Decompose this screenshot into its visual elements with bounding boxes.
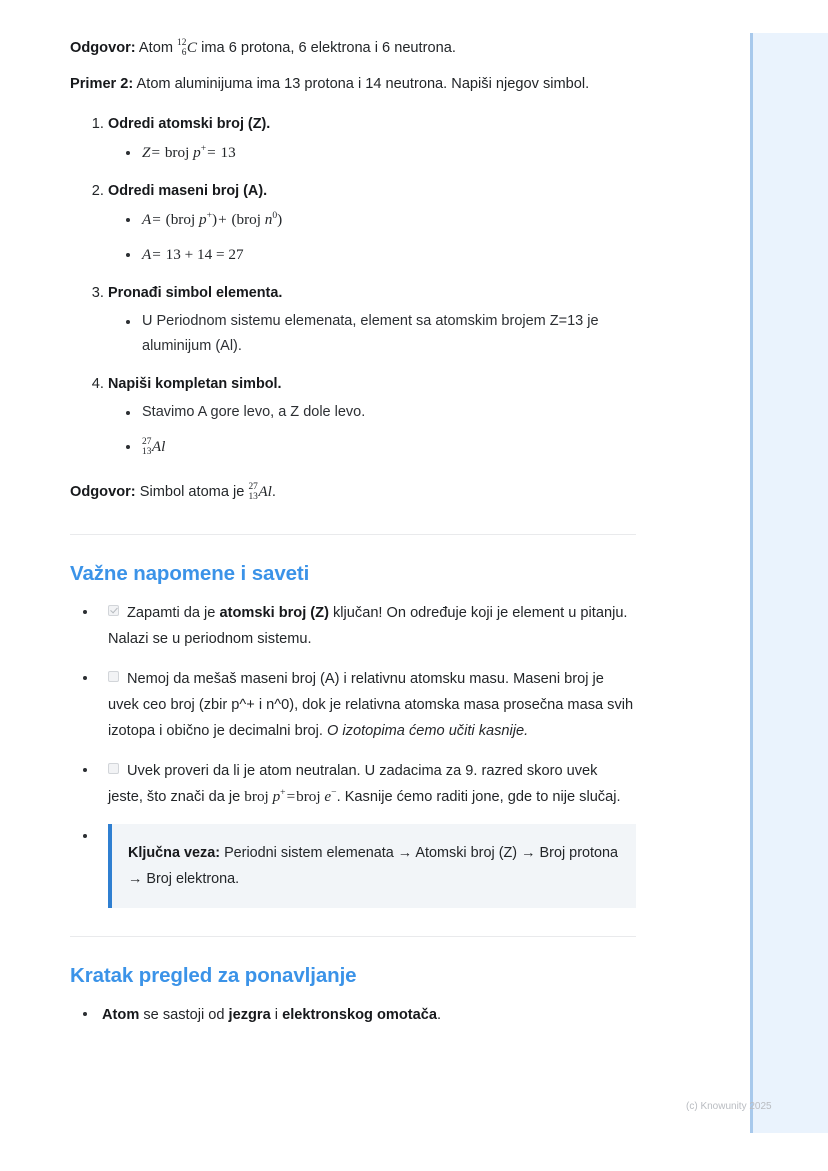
math-var: A (142, 246, 152, 263)
math-eq2: = (207, 144, 216, 161)
section-divider (70, 534, 636, 535)
tip-item (80, 600, 636, 652)
math-word: broj (164, 144, 190, 161)
callout-text: Periodni sistem elemenata → Atomski broj (Z) → Broj protona → Broj elektrona. (128, 845, 618, 887)
tip-text-segment: Nemoj da mešaš maseni broj (A) i relativnu atomsku masu. Maseni broj je uvek ceo broj (zbir p^+ i n^0), dok je relativna atomska masa prosečna masa svih izotopa i obično je decimalni broj. (108, 671, 634, 739)
section-divider (70, 936, 636, 937)
example-label: Primer 2: (70, 76, 134, 92)
tip-item (80, 758, 636, 810)
summary-item (80, 1002, 636, 1028)
tip-text-segment: ključan! On određuje koji je element u pitanju. Nalazi se u periodnom sistemu. (108, 605, 628, 647)
step-title: Odredi atomski broj (Z). (108, 116, 271, 132)
tips-section-heading: Važne napomene i saveti (70, 562, 310, 585)
math-plus: + (218, 211, 227, 228)
answer-label: Odgovor: (70, 40, 136, 56)
summary-text-segment: i (270, 1007, 283, 1023)
step-sub-list (108, 207, 636, 268)
sub-item: Stavimo A gore levo, a Z dole levo. (126, 400, 636, 425)
callout-label: Ključna veza: (128, 845, 221, 861)
math-symbol2: n (264, 211, 273, 228)
nuclide-symbol: Al (258, 483, 272, 500)
tip-item-callout (80, 824, 636, 908)
steps-list (70, 112, 636, 460)
summary-text-bold: elektronskog omotača (282, 1007, 437, 1023)
example-paragraph-2 (70, 71, 636, 98)
checkbox-checked-icon[interactable] (108, 605, 119, 616)
nuclide-atomic: 13 (142, 447, 152, 457)
math-word: broj (244, 788, 269, 805)
math-a-definition (142, 211, 282, 228)
math-eq: = (152, 246, 161, 263)
math-var: Z (142, 144, 151, 161)
sub-item (126, 434, 636, 460)
nuclide-aluminium (142, 438, 165, 455)
math-eq: = (152, 211, 161, 228)
tip-text-bold: atomski broj (Z) (219, 605, 329, 621)
checkbox-unchecked-icon[interactable] (108, 671, 119, 682)
step-item-2 (108, 179, 636, 268)
step-sub-list (108, 309, 636, 359)
answer-text-after: . (271, 484, 276, 500)
math-close: ) (212, 211, 218, 228)
math-z-equation (142, 144, 236, 161)
math-electron-count (296, 788, 336, 805)
answer-paragraph-2 (70, 478, 636, 506)
tip-item (80, 666, 636, 744)
sub-item (126, 242, 636, 268)
summary-text-segment: se sastoji od (139, 1007, 229, 1023)
math-a-calculation (142, 246, 244, 263)
math-symbol: p (193, 144, 201, 161)
callout-paragraph (128, 840, 618, 892)
math-symbol: e (324, 788, 332, 805)
math-superscript: + (280, 786, 286, 798)
tip-text-segment: . Kasnije ćemo raditi jone, gde to nije slučaj. (336, 789, 621, 805)
math-close2: ) (277, 211, 283, 228)
step-sub-list (108, 140, 636, 166)
math-open: (broj (165, 211, 196, 228)
right-side-panel (750, 33, 828, 1133)
answer-text-after: ima 6 protona, 6 elektrona i 6 neutrona. (201, 40, 456, 56)
answer-paragraph-1 (70, 34, 636, 62)
summary-section-heading: Kratak pregled za ponavljanje (70, 964, 357, 987)
tip-text-italic: O izotopima ćemo učiti kasnije. (327, 723, 529, 739)
tip-text-segment: Uvek proveri da li je atom neutralan. U zadacima za 9. razred skoro uvek jeste, što znači da je (108, 763, 598, 805)
math-symbol: p (198, 211, 207, 228)
math-superscript: − (331, 786, 337, 798)
nuclide-carbon (177, 39, 197, 56)
math-var: A (142, 211, 152, 228)
tip-text-segment: Zapamti da je (127, 605, 220, 621)
step-title: Pronađi simbol elementa. (108, 285, 283, 301)
summary-text-bold: jezgra (228, 1007, 271, 1023)
checkbox-unchecked-icon[interactable] (108, 763, 119, 774)
step-item-4 (108, 372, 636, 460)
answer-text-before: Simbol atoma je (139, 484, 245, 500)
nuclide-mass: 27 (142, 437, 152, 448)
copyright-watermark: (c) Knowunity 2025 (686, 1101, 772, 1112)
math-value: 13 + 14 = 27 (165, 246, 244, 263)
answer-text-before: Atom (138, 40, 173, 56)
step-title: Odredi maseni broj (A). (108, 183, 268, 199)
step-item-3 (108, 281, 636, 359)
step-title: Napiši kompletan simbol. (108, 376, 282, 392)
nuclide-atomic: 13 (248, 492, 258, 502)
example-text: Atom aluminijuma ima 13 protona i 14 neutrona. Napiši njegov simbol. (136, 76, 590, 92)
math-eq: = (286, 788, 296, 805)
sub-item: U Periodnom sistemu elemenata, element sa atomskim brojem Z=13 je aluminijum (Al). (126, 309, 636, 359)
summary-list (70, 1002, 636, 1028)
sub-item (126, 140, 636, 166)
nuclide-atomic: 6 (181, 48, 187, 58)
math-proton-count (244, 788, 285, 805)
summary-text-bold: Atom (102, 1007, 140, 1023)
math-value: 13 (220, 144, 236, 161)
math-word: broj (296, 788, 321, 805)
sub-item (126, 207, 636, 233)
nuclide-aluminium-answer (248, 483, 271, 500)
math-symbol: p (272, 788, 281, 805)
math-superscript: + (200, 142, 207, 154)
nuclide-mass: 27 (248, 482, 258, 493)
tips-list (70, 600, 636, 908)
step-item-1 (108, 112, 636, 166)
math-open2: (broj (231, 211, 261, 228)
math-superscript: + (206, 209, 212, 221)
nuclide-mass: 12 (177, 38, 187, 49)
math-eq: = (151, 144, 161, 161)
answer-label: Odgovor: (70, 484, 136, 500)
step-sub-list (108, 400, 636, 460)
summary-text-segment: . (436, 1007, 442, 1023)
nuclide-symbol: Al (151, 438, 166, 455)
math-superscript2: 0 (272, 209, 278, 221)
nuclide-symbol: C (186, 39, 198, 56)
key-relation-callout (108, 824, 636, 908)
